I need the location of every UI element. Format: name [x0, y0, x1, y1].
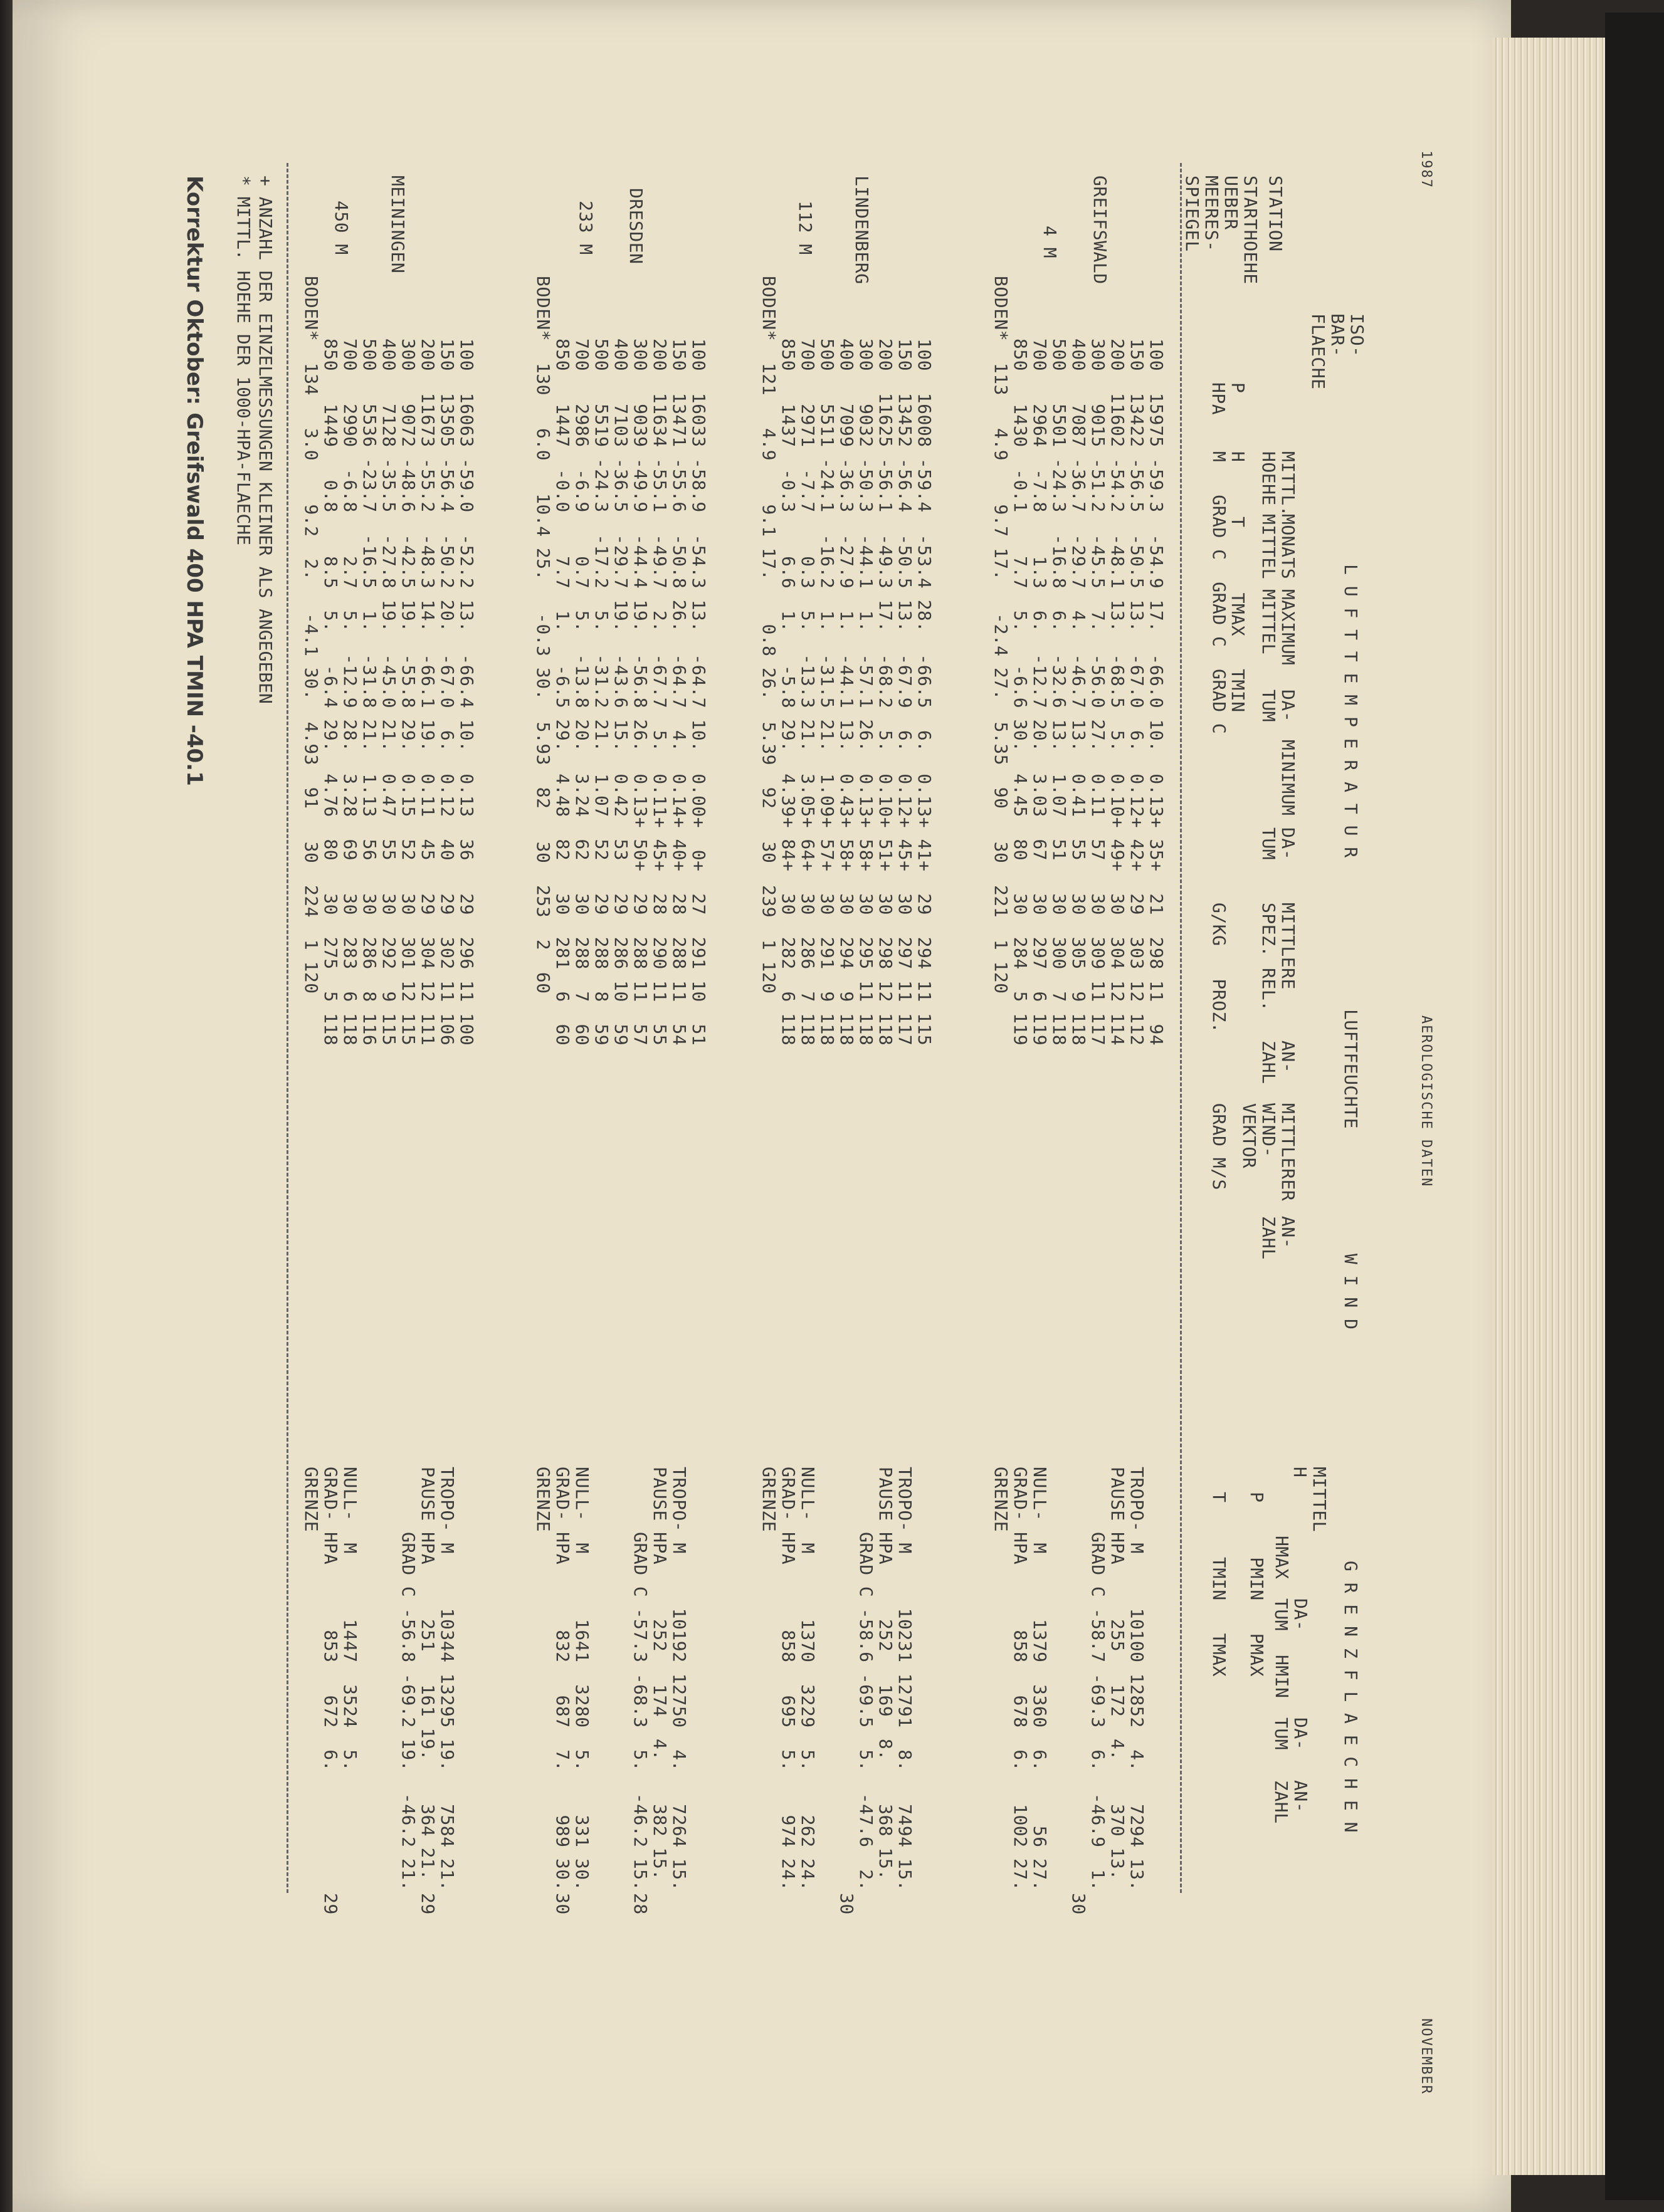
table-row: 700 2971 -7.7 0.3 5. -13.3 21. 3.05+ 64+ 30 286 7 118 [798, 338, 818, 1046]
table-row: 500 5511 -24.1 -16.2 1. -31.5 21. 1.09+ 57+ 30 291 9 118 [817, 338, 838, 1046]
header-station: STATION [1265, 176, 1286, 252]
page-stack-edge [1492, 38, 1611, 2175]
book-cover-edge [1605, 13, 1664, 2200]
header-units-2: M GRAD C GRAD C GRAD C [1209, 451, 1230, 735]
station-name: DRESDEN [626, 188, 646, 265]
null-line: NULL- M 1370 3229 5. 262 24. [798, 1467, 818, 1891]
table-row: 500 5519 -24.3 -17.2 5. -31.2 21. 1.07 52 29 288 8 59 [591, 338, 612, 1046]
footnote-star: * MITTL. HOEHE DER 1000-HPA-FLAECHE [233, 176, 254, 546]
header-grenzflaechen: G R E N Z F L A E C H E N [1340, 1561, 1361, 1833]
table-row: 700 2986 -6.9 0.7 5. -13.8 20. 3.24 62 30 288 7 60 [572, 338, 592, 1046]
tropo-line: GRAD C -58.6 -69.5 5. -47.6 2. [856, 1467, 877, 1891]
tropo-line: PAUSE HPA 252 174 4. 382 15. [650, 1467, 670, 1880]
table-row: 850 1449 0.8 8.5 5. -6.4 29. 4.76 80 30 275 5 118 [320, 338, 341, 1046]
table-row: 400 7103 -36.5 -29.7 19. -43.6 15. 0.42 53 29 286 10 59 [611, 338, 631, 1046]
running-title: AEROLOGISCHE DATEN [1418, 1015, 1434, 1188]
station-elevation: 233 M [576, 201, 596, 255]
header-mittl-hoehe: MITTL. HOEHE [1258, 451, 1298, 517]
page-number: 1987 [1418, 150, 1434, 189]
station-elevation: 450 M [331, 201, 352, 255]
table-row: 100 15975 -59.3 -54.9 17. -66.0 10. 0.13+ 35+ 21 298 11 94 [1146, 338, 1167, 1046]
table-row: BODEN* 134 3.0 9.2 2. -4.1 30. 4.93 91 30 224 1 120 [301, 276, 322, 994]
null-line: GRAD- HPA 832 687 7. 989 30. [552, 1467, 573, 1891]
table-row: BODEN* 121 4.9 9.1 17. 0.8 26. 5.39 92 30 239 1 120 [759, 276, 779, 994]
header-anzahl1: AN- ZAHL [1258, 1040, 1298, 1084]
table-row: 300 9072 -48.6 -42.5 19. -55.8 29. 0.15 52 30 301 12 115 [398, 338, 419, 1046]
station-name: GREIFSWALD [1090, 176, 1110, 285]
table-row: 400 7128 -35.5 -27.8 19. -45.0 21. 0.47 55 30 292 9 115 [379, 338, 399, 1046]
footer-separator [287, 163, 288, 1893]
table-row: 500 5501 -24.3 -16.8 6. -32.6 13. 1.07 51 30 300 7 118 [1049, 338, 1070, 1046]
header-anzahl3: AN- ZAHL [1271, 1780, 1311, 1824]
count-value: 28 [630, 1893, 651, 1915]
table-row: 850 1437 -0.3 6.6 1. -5.8 29. 4.39+ 84+ 30 282 6 118 [778, 338, 799, 1046]
table-row: BODEN* 113 4.9 9.7 17. -2.4 27. 5.35 90 30 221 1 120 [991, 276, 1011, 994]
null-line: NULL- M 1447 3524 5. [340, 1467, 361, 1772]
header-mittel-h: MITTEL H [1290, 1467, 1330, 1533]
count-value: 30 [552, 1893, 573, 1915]
tropo-line: TROPO- M 10344 13295 19. 7584 21. [437, 1467, 458, 1891]
header-units-humidity: G/KG PROZ. [1209, 903, 1230, 1034]
header-starthoehe: STARTHOEHE UEBER MEERES- SPIEGEL [1182, 176, 1261, 285]
table-row: 150 13452 -56.4 -50.5 13. -67.9 6. 0.12+ 45+ 30 297 11 117 [895, 338, 915, 1046]
count-value: 29 [320, 1893, 341, 1915]
tropo-line: GRAD C -58.7 -69.3 6. -46.9 1. [1088, 1467, 1108, 1891]
correction-note: Korrektur Oktober: Greifswald 400 HPA TMIN -40.1 [182, 176, 207, 786]
header-units-temp: T TMIN TMAX [1209, 1492, 1230, 1677]
table-row: 200 11625 -56.1 -49.3 17. -68.2 5. 0.10+ 51+ 30 298 12 118 [875, 338, 896, 1046]
tropo-line: TROPO- M 10100 12852 4. 7294 13. [1127, 1467, 1147, 1891]
table-row: 300 9032 -50.3 -44.1 1. -57.1 26. 0.13+ 58+ 30 295 11 118 [856, 338, 877, 1046]
null-line: GRAD- HPA 858 695 5. 974 24. [778, 1467, 799, 1891]
table-row: 150 13505 -56.4 -50.2 20. -67.0 6. 0.12 40 29 302 11 106 [437, 338, 458, 1046]
table-row: 850 1447 -0.0 7.7 1. -6.5 29. 4.48 82 30 281 6 60 [552, 338, 573, 1046]
table-row: 100 16008 -59.4 -53.4 28. -66.5 6. 0.13+ 41+ 29 294 11 115 [914, 338, 935, 1046]
month-label: NOVEMBER [1418, 2018, 1434, 2095]
table-row: 150 13422 -56.5 -50.5 13. -67.0 6. 0.12+ 42+ 29 303 12 112 [1127, 338, 1147, 1046]
header-monats-mittel: MONATS MITTEL [1258, 514, 1298, 580]
count-value: 30 [1068, 1893, 1089, 1915]
table-row: 400 7087 -36.7 -29.7 4. -46.7 13. 0.41 55 30 305 9 118 [1068, 338, 1089, 1046]
count-value: 30 [836, 1893, 857, 1915]
tropo-line: TROPO- M 10231 12791 8. 7494 15. [895, 1467, 915, 1891]
station-elevation: 112 M [795, 201, 816, 255]
header-datum2: DA- TUM [1258, 827, 1298, 861]
table-row: 400 7099 -36.3 -27.9 1. -44.1 13. 0.43+ 58+ 30 294 9 118 [836, 338, 857, 1046]
header-units-pressure: P PMIN PMAX [1246, 1492, 1267, 1677]
header-hmin: HMIN [1272, 1655, 1292, 1699]
table-row: 700 2964 -7.8 1.3 6. -12.7 20. 3.03 67 30 297 6 119 [1029, 338, 1050, 1046]
table-row: 500 5536 -23.7 -16.5 1. -31.8 21. 1.13 56 30 286 8 116 [359, 338, 380, 1046]
header-iso: ISO- BAR- FLAECHE [1308, 313, 1367, 390]
table-row: 150 13471 -55.6 -50.8 26. -64.7 4. 0.14+ 40+ 28 288 11 54 [669, 338, 690, 1046]
null-line: GRAD- HPA 853 672 6. [320, 1467, 341, 1772]
header-minimum: MINIMUM [1278, 740, 1298, 816]
rotated-table [69, 150, 1436, 2156]
null-line: NULL- M 1379 3360 6. 56 27. [1029, 1467, 1050, 1891]
table-row: 300 9039 -49.9 -44.4 19. -56.8 26. 0.13+ 50+ 29 288 11 57 [630, 338, 651, 1046]
tropo-line: PAUSE HPA 255 172 4. 370 13. [1107, 1467, 1128, 1880]
tropo-line: PAUSE HPA 251 161 19. 364 21. [418, 1467, 438, 1880]
null-line: GRAD- HPA 858 678 6. 1002 27. [1010, 1467, 1031, 1891]
header-hmax: HMAX [1272, 1536, 1292, 1580]
table-row: 100 16063 -59.0 -52.2 13. -66.4 10. 0.13 36 29 296 11 100 [456, 338, 477, 1046]
header-lufttemperatur: L U F T T E M P E R A T U R [1340, 564, 1361, 858]
header-maximum: MAXIMUM MITTEL [1258, 589, 1298, 666]
count-value: 29 [418, 1893, 438, 1915]
header-luftfeuchte: LUFTFEUCHTE [1340, 1009, 1361, 1129]
header-separator [1180, 163, 1182, 1893]
header-units-wind: GRAD M/S [1209, 1103, 1230, 1190]
footnote-plus: + ANZAHL DER EINZELMESSUNGEN KLEINER ALS ANGEGEBEN [255, 176, 276, 704]
table-row: 200 11634 -55.1 -49.7 2. -67.7 5. 0.11+ 45+ 28 290 11 55 [650, 338, 670, 1046]
tropo-line: GRAD C -57.3 -68.3 5. -46.2 15. [630, 1467, 651, 1891]
tropo-line: TROPO- M 10192 12750 4. 7264 15. [669, 1467, 690, 1891]
table-row: 100 16033 -58.9 -54.3 13. -64.7 10. 0.00+ 0+ 27 291 10 51 [688, 338, 709, 1046]
header-datum1: DA- TUM [1258, 689, 1298, 723]
header-anzahl2: AN- ZAHL [1258, 1216, 1298, 1260]
header-iso-units: P HPA [1208, 382, 1248, 416]
null-line: GRENZE [301, 1467, 322, 1533]
tropo-line: PAUSE HPA 252 169 8. 368 15. [875, 1467, 896, 1880]
station-elevation: 4 M [1040, 226, 1060, 259]
table-row: BODEN* 130 6.0 10.4 25. -0.3 30. 5.93 82 30 253 2 60 [533, 276, 554, 994]
table-row: 700 2990 -6.8 2.7 5. -12.9 28. 3.28 69 30 283 6 118 [340, 338, 361, 1046]
null-line: NULL- M 1641 3280 5. 331 30. [572, 1467, 592, 1891]
header-datum4: DA- TUM [1271, 1717, 1311, 1751]
header-wind: W I N D [1340, 1254, 1361, 1330]
null-line: GRENZE [759, 1467, 779, 1533]
table-row: 300 9015 -51.2 -45.5 7. -56.0 27. 0.11 57 30 309 11 117 [1088, 338, 1108, 1046]
header-datum3: DA- TUM [1271, 1598, 1311, 1632]
station-name: MEININGEN [387, 176, 408, 274]
header-wind-vektor: MITTLERER WIND- VEKTOR [1239, 1103, 1298, 1202]
header-mittlere: MITTLERE SPEZ. REL. [1258, 903, 1298, 1012]
station-name: LINDENBERG [851, 176, 872, 285]
table-row: 850 1430 -0.1 7.7 5. -6.6 30. 4.45 80 30 284 5 119 [1010, 338, 1031, 1046]
null-line: GRENZE [991, 1467, 1011, 1533]
null-line: GRENZE [533, 1467, 554, 1533]
tropo-line: GRAD C -56.8 -69.2 19. -46.2 21. [398, 1467, 419, 1891]
header-units-1: H T TMAX TMIN [1228, 451, 1248, 713]
table-row: 200 11673 -55.2 -48.3 14. -66.1 19. 0.11 45 29 304 12 111 [418, 338, 438, 1046]
table-row: 200 11602 -54.2 -48.1 13. -68.5 5. 0.10+ 49+ 30 304 12 114 [1107, 338, 1128, 1046]
